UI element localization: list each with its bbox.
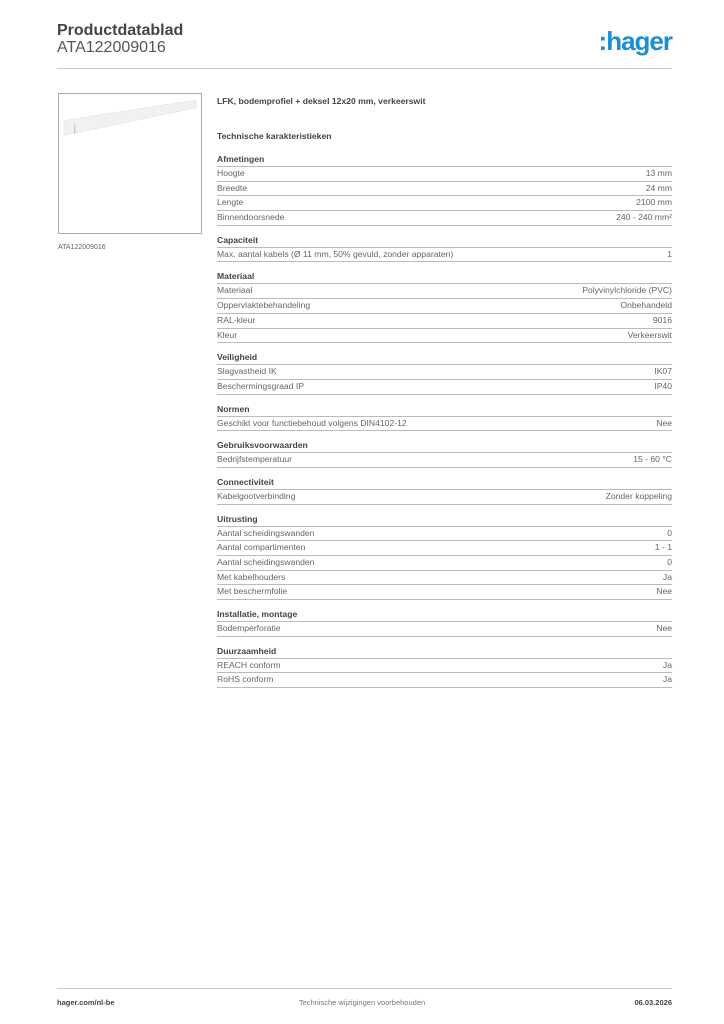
spec-label: Oppervlaktebehandeling [217,300,311,311]
spec-value: 1 - 1 [654,542,672,553]
spec-value: 24 mm [645,182,672,193]
spec-value: 1 [667,248,672,259]
spec-label: Kabelgootverbinding [217,490,296,501]
spec-row [217,284,672,299]
spec-section [217,476,672,505]
spec-row [217,527,672,542]
spec-row [217,365,672,380]
spec-label: RAL-kleur [217,314,256,325]
spec-label: Aantal compartimenten [217,542,306,553]
spec-section [217,234,672,263]
spec-row [217,417,672,432]
spec-value: IP40 [654,380,672,391]
spec-row [217,329,672,344]
section-title: Gebruiksvoorwaarden [217,439,672,453]
spec-section [217,153,672,226]
image-caption: ATA122009016 [58,244,106,251]
spec-row [217,211,672,226]
spec-row [217,299,672,314]
spec-row [217,196,672,211]
spec-row [217,585,672,600]
header-divider [57,68,672,69]
spec-section [217,439,672,468]
spec-row [217,453,672,468]
spec-label: Met kabelhouders [217,571,286,582]
spec-value: Nee [656,623,672,634]
spec-row [217,571,672,586]
spec-value: IK07 [654,366,672,377]
spec-section [217,645,672,688]
footer-divider [57,988,672,989]
spec-row [217,490,672,505]
spec-label: Geschikt voor functiebehoud volgens DIN4102-12 [217,417,407,428]
spec-value: 13 mm [645,168,672,178]
spec-row [217,248,672,263]
spec-label: Kleur [217,329,238,340]
spec-label: Hoogte [217,168,245,178]
spec-value: Verkeerswit [627,329,672,340]
spec-value: Zonder koppeling [605,490,672,501]
spec-row [217,314,672,329]
spec-label: Lengte [217,197,244,208]
spec-value: Ja [662,674,672,685]
hager-logo: :hager [598,26,672,56]
spec-row [217,541,672,556]
footer-url[interactable]: hager.com/nl-be [57,998,115,1007]
spec-label: Slagvastheid IK [217,366,277,377]
spec-section [217,403,672,432]
section-title: Duurzaamheid [217,645,672,659]
spec-label: Materiaal [217,285,253,296]
spec-row [217,167,672,182]
product-name: LFK, bodemprofiel + deksel 12x20 mm, verkeerswit [217,96,426,106]
spec-section [217,351,672,394]
spec-value: 15 - 60 °C [633,454,672,465]
spec-row [217,380,672,395]
spec-value: Polyvinylchloride (PVC) [582,285,672,296]
spec-value: Ja [662,571,672,582]
spec-label: Beschermingsgraad IP [217,380,304,391]
spec-label: Breedte [217,182,248,193]
spec-section [217,513,672,600]
section-title: Connectiviteit [217,476,672,490]
spec-label: Met beschermfolie [217,586,288,597]
footer-date: 06.03.2026 [634,998,672,1007]
spec-row [217,622,672,637]
spec-value: 9016 [652,314,672,325]
spec-value: 0 [667,527,672,538]
spec-label: Aantal scheidingswanden [217,557,315,567]
footer-note: Technische wijzigingen voorbehouden [298,998,426,1007]
spec-row [217,673,672,688]
spec-section [217,608,672,637]
spec-value: Ja [662,659,672,670]
product-image [58,93,202,234]
section-title: Installatie, montage [217,608,672,622]
spec-value: Nee [656,586,672,597]
spec-value: Onbehandeld [620,300,672,311]
section-title: Uitrusting [217,513,672,527]
spec-content [217,96,672,688]
spec-label: Aantal scheidingswanden [217,527,315,538]
section-title: Materiaal [217,270,672,284]
spec-value: Nee [656,417,672,428]
spec-row [217,182,672,197]
section-title: Capaciteit [217,234,672,248]
spec-value: 240 - 240 mm² [616,212,672,223]
product-code: ATA122009016 [57,39,166,56]
section-title: Afmetingen [217,153,672,167]
spec-label: Binnendoorsnede [217,212,285,223]
spec-section [217,270,672,343]
section-title: Normen [217,403,672,417]
spec-value: 0 [667,557,672,567]
spec-value: 2100 mm [636,197,672,208]
spec-label: REACH conform [217,659,281,670]
spec-row [217,556,672,571]
spec-label: Bodemperforatie [217,623,281,634]
page-title: Productdatablad [57,22,184,39]
spec-label: Bedrijfstemperatuur [217,454,292,465]
tech-heading: Technische karakteristieken [217,131,332,141]
spec-row [217,659,672,674]
spec-label: Max. aantal kabels (Ø 11 mm, 50% gevuld, zonder apparaten) [217,248,454,259]
section-title: Veiligheid [217,351,672,365]
spec-label: RoHS conform [217,674,274,685]
spec-sections [217,153,672,688]
